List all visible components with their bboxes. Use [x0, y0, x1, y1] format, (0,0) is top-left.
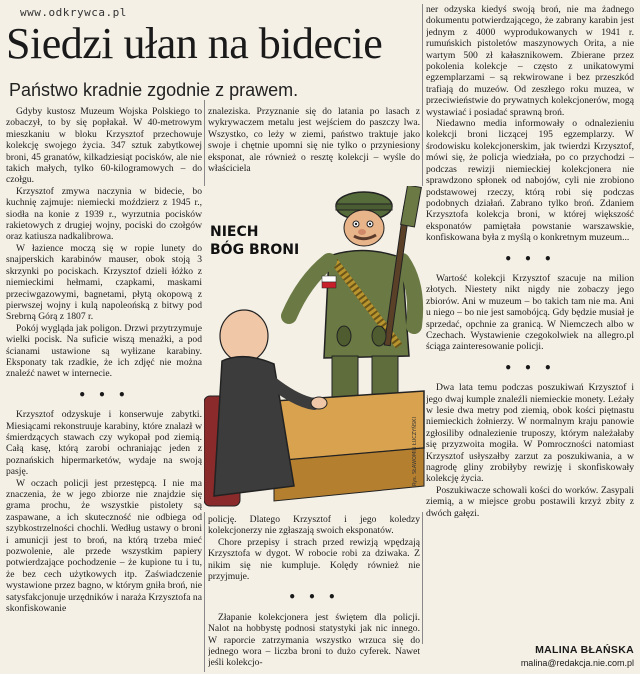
author-name: MALINA BŁAŃSKA — [535, 644, 634, 656]
column-2-bottom — [208, 514, 420, 672]
cartoon-credit: Rys. SŁAWOMIR ŁUCZYŃSKI — [412, 417, 418, 486]
paragraph: Chore przepisy i strach przed rewizją wpędzają Krzysztofa w dygot. W robocie robi za dziwaka. Z nikim się nie kumpluje. Kolędy również nie przyjmuje. — [208, 536, 420, 583]
column-2-top — [208, 106, 420, 194]
paragraph: Krzysztof zmywa naczynia w bidecie, bo kuchnię zajmuje: niemiecki moździerz z 1945 r., siodła na konie z 1939 r., wyrzutnia pocisków rakietowych z drugiej wojny, pociski do czołgów oraz katiusza nadkalibrowa. — [6, 185, 202, 243]
paragraph: Złapanie kolekcjonera jest świętem dla policji. Nalot na hobbystę podnosi statystyki jak nic innego. W raporcie zatrzymania wszystko wrzuca się do jednego wora – liczba broni to dużo cyferek. Nawet jeśli kolekcjo- — [208, 611, 420, 669]
paragraph: Gdyby kustosz Muzeum Wojska Polskiego to zobaczył, to by się popłakał. W 40-metrowym mieszkaniu w bloku Krzysztof przechowuje kolekcję swojego życia. 347 sztuk zabytkowej broni, 45 granatów, kilkadziesiąt pocisków, ale nie takich małych, tylko 60-kilogramowych – do czołgu. — [6, 106, 202, 186]
paragraph: Dwa lata temu podczas poszukiwań Krzysztof i jego dwaj kumple znaleźli niemieckie monety. Leżały w lesie dwa metry pod ziemią, obok kości piętnastu niemieckich żołnierzy. W normalnym kraju panowie zgłosiliby odnalezienie truposzy, którym należałaby się przyzwoita mogiła. W Pomroczności natomiast Krzysztof usłyszałby zarzut za poszukiwania, a w nagrodę gliny zrobiłyby rewizję i skonfiskowały kolekcję życia. — [426, 382, 634, 485]
byline — [426, 644, 634, 668]
paragraph: W oczach policji jest przestępcą. I nie ma znaczenia, że w jego zbiorze nie znajdzie się grama prochu, że wszystkie pistolety są zaspawane, a ich skuteczność nie odbiega od szybkostrzelności chochli. Według ustawy o broni i amunicji jest to broń, na którą trzeba mieć pozwolenie, ale przede wszystkim papiery potwierdzające pochodzenie – że kupione tu i tu, że bez cech użytkowych itp. Zaświadczenie wystawione przez bagno, w którym gniła broń, nie satysfakcjonuje urzędników i naraża Krzysztofa na skonfiskowanie — [6, 477, 202, 615]
paragraph: znaleziska. Przyznanie się do latania po lasach z wykrywaczem metalu jest wejściem do paszczy lwa. Wszystko, co leży w ziemi, państwo traktuje jako swoje i chętnie upomni się nie tylko o przyniesiony eksponat, ale również o resztę kolekcji – wyśle do właściciela — [208, 106, 420, 175]
paragraph: Wartość kolekcji Krzysztof szacuje na milion złotych. Niestety nikt nigdy nie zobaczy jego zbiorów. Ani w muzeum – bo takich tam nie ma. Ani u niego – bo nie jest samobójcą. Gdy będzie musiał je sprzedać, opchnie za granicą. W Niemczech albo w Czechach. Wystawienie czegokolwiek na allegro.pl ściąga zainteresowanie policji. — [426, 272, 634, 353]
column-3 — [426, 4, 634, 644]
section-dots: • • • — [504, 251, 556, 266]
cartoon-illustration — [204, 186, 426, 512]
watermark: www.odkrywca.pl — [20, 6, 127, 19]
paragraph: policję. Dlatego Krzysztof i jego koledzy kolekcjonerzy nie zgłaszają swoich eksponatów. — [208, 514, 420, 537]
paragraph: Poszukiwacze schowali kości do worków. Zasypali ziemią, a w miejsce grobu postawili krzyż zbity z dwóch gałęzi. — [426, 484, 634, 519]
paragraph: ner odzyska kiedyś swoją broń, nie ma żadnego dokumentu potwierdzającego, że zabrany karabin jest jednym z 4000 wyprodukowanych w 1941 r. rumuńskich pistoletów maszynowych Orita, a nie wartym 500 zł kałasznikowem. Zbierane przez pokolenia kolekcje – często z unikatowymi egzemplarzami – są rekwirowane i bez przeszkód trafiają do muzeów. Od zeszłego roku muzea, w przeciwieństwie do prywatnych kolekcjonerów, mogą wystawiać i posiadać sprawną broń. — [426, 4, 634, 118]
subhead: Państwo kradnie zgodnie z prawem. — [9, 80, 299, 100]
section-dots: • • • — [504, 360, 556, 375]
section-dots: • • • — [78, 387, 130, 402]
column-1 — [6, 106, 202, 672]
author-email[interactable]: malina@redakcja.nie.com.pl — [520, 658, 634, 668]
paragraph: Pokój wygląda jak poligon. Drzwi przytrzymuje wielki pocisk. Na suficie wiszą menażki, a pod ścianami ustawione są wyłizane karabiny. Eksponaty tak rzadkie, że ich zdjęć nie można znaleźć nawet w internecie. — [6, 322, 202, 380]
speech-text: NIECH — [210, 224, 259, 240]
paragraph: Krzysztof odzyskuje i konserwuje zabytki. Miesiącami rekonstruuje karabiny, które znalazł w śmierdzących stawach czy wykopał pod ziemią. Całą kasę, którą zarobi ochraniając jeden z poznańskich hipermarketów, wydaje na swoją pasję. — [6, 409, 202, 478]
section-dots: • • • — [288, 590, 340, 605]
speech-text: BÓG BRONI — [210, 242, 300, 258]
paragraph: W łazience moczą się w ropie lunety do snajperskich karabinów mauser, obok stoją 3 skrzynki po pociskach. Krzysztof dzieli łóżko z niemieckimi hełmami, czapkami, maskami przeciwgazowymi, bagnetami, płytą okopową z pierwszej wojny i kulą napoleońską z bitwy pod Srebrną Górą z 1807 r. — [6, 242, 202, 323]
paragraph: Niedawno media informowały o odnalezieniu kolekcji broni liczącej 195 egzemplarzy. W środowisku kolekcjonerskim, jak twierdzi Krzysztof, mówi się, że policja wiedziała, po co przychodzi – podczas rewizji niemieckiej kolekcjonera nie sprawdzono spłonek od nabojów, cyli nie zrobiono podstawowej rzeczy, którą robi się podczas podobnych działań. Zabrano tylko broń. Zdaniem Krzysztofa kolekcja broni, w której większość eksponatów pamiętała powstanie warszawskie, konfiskowana była z myślą o konkretnym muzeum... — [426, 118, 634, 244]
headline: Siedzi ułan na bidecie — [6, 19, 383, 68]
